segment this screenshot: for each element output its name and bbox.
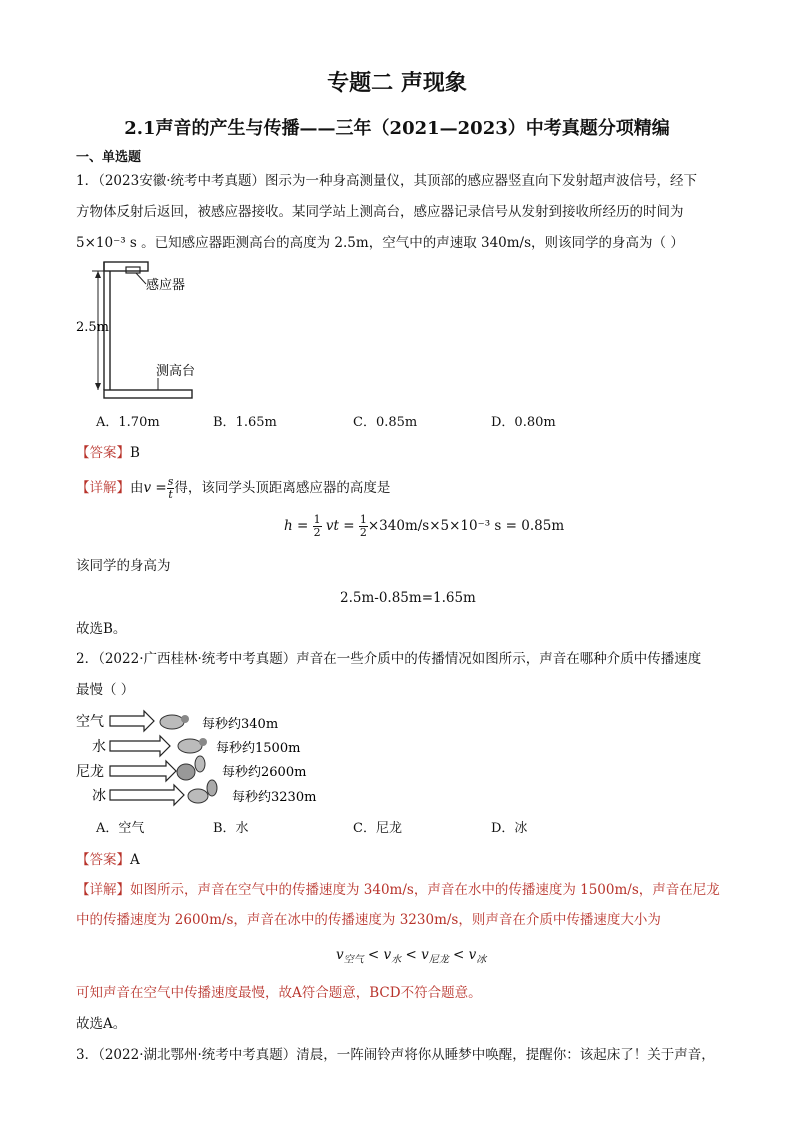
q1-equation-2: 2.5m-0.85m=1.65m (340, 590, 476, 606)
q2-detail-line-2: 中的传播速度为 2600m/s，声音在冰中的传播速度为 3230m/s，则声音在介质中传播速度大小为 (76, 912, 661, 928)
q3-line-1: 3．（2022·湖北鄂州·统考中考真题）清晨，一阵闹铃声将你从睡梦中唤醒，提醒你：该起床了！关于声音， (76, 1047, 715, 1063)
q1-line-3: 5×10⁻³ s 。已知感应器距测高台的高度为 2.5m，空气中的声速取 340m/s，则该同学的身高为（ ） (76, 235, 684, 251)
speed-label-air: 每秒约340m (202, 717, 279, 732)
arrow-water (110, 736, 170, 756)
animal-icon-nylon (177, 756, 205, 780)
medium-label-air: 空气 (76, 714, 104, 730)
medium-label-ice: 冰 (92, 788, 106, 804)
height-meter-figure (74, 258, 214, 403)
medium-label-nylon: 尼龙 (76, 764, 104, 780)
q1-option-b: B．1.65m (213, 415, 277, 430)
q1-answer-value: B (130, 445, 140, 461)
q2-option-c: C．尼龙 (353, 821, 402, 836)
q2-option-d: D．冰 (491, 821, 528, 836)
speed-label-water: 每秒约1500m (216, 741, 301, 756)
q1-formula-fraction: $\frac{s}{t}$ (167, 475, 174, 501)
q2-line-1: 2．（2022·广西桂林·统考中考真题）声音在一些介质中的传播情况如图所示，声音在哪种介质中传播速度 (76, 651, 702, 667)
q2-answer-tag: 【答案】 (76, 852, 130, 868)
q2-conclusion: 故选A。 (76, 1016, 127, 1032)
q1-answer-tag: 【答案】 (76, 445, 130, 461)
q1-formula-v: v = (143, 480, 167, 496)
q2-analysis: 可知声音在空气中传播速度最慢，故A符合题意，BCD不符合题意。 (76, 985, 482, 1001)
q1-line-2: 方物体反射后返回，被感应器接收。某同学站上测高台，感应器记录信号从发射到接收所经历的时间为 (76, 204, 684, 220)
q1-detail-prefix: 由 (130, 480, 144, 496)
animal-icon-ice (188, 780, 217, 803)
animal-icon-water (178, 738, 207, 753)
q1-detail-tag: 【详解】 (76, 480, 130, 496)
speed-label-nylon: 每秒约2600m (222, 765, 307, 780)
arrow-ice (110, 785, 184, 805)
page-title: 专题二 声现象 (327, 70, 467, 96)
q2-detail-line-1: 【详解】如图所示，声音在空气中的传播速度为 340m/s，声音在水中的传播速度为 1500m/s，声音在尼龙 (76, 882, 720, 898)
q1-option-a: A．1.70m (96, 415, 160, 430)
medium-label-water: 水 (92, 739, 106, 755)
q1-detail-suffix: 得，该同学头顶距离感应器的高度是 (174, 480, 391, 496)
q2-option-b: B．水 (213, 821, 249, 836)
arrow-air (110, 711, 154, 731)
page-subtitle: 2.1声音的产生与传播——三年（2021—2023）中考真题分项精编 (124, 118, 670, 139)
q2-detail-tag: 【详解】 (76, 882, 130, 898)
q1-line-1: 1．（2023安徽·统考中考真题）图示为一种身高测量仪，其顶部的感应器竖直向下发射超声波信号，经下 (76, 173, 697, 189)
q1-height-text: 该同学的身高为 (76, 558, 171, 574)
arrow-nylon (110, 761, 176, 781)
speed-label-ice: 每秒约3230m (232, 790, 317, 805)
q1-answer (76, 441, 140, 461)
q2-answer (76, 848, 140, 868)
sensor-label: 感应器 (146, 278, 186, 293)
q1-option-c: C．0.85m (353, 415, 418, 430)
platform-label: 测高台 (156, 364, 196, 379)
section-heading: 一、单选题 (76, 150, 142, 165)
q1-conclusion: 故选B。 (76, 621, 127, 637)
q1-equation-1: h = $\frac{1}{2}$ vt = $\frac{1}{2}$ ×340m/s×5×10⁻³ s = 0.85m (284, 513, 565, 539)
animal-icon-air (160, 715, 189, 729)
sensor-box (126, 267, 140, 273)
q2-inequality: $v_{空气} < v_水 < v_{尼龙} < v_冰$ (336, 947, 487, 966)
q2-option-a: A．空气 (96, 821, 145, 836)
q2-line-2: 最慢（ ） (76, 682, 135, 698)
platform-base (104, 390, 192, 398)
height-label: 2.5m (76, 320, 110, 335)
q1-detail (76, 476, 390, 501)
sound-media-figure (74, 706, 344, 810)
q1-option-d: D．0.80m (491, 415, 556, 430)
q2-answer-value: A (130, 852, 140, 868)
